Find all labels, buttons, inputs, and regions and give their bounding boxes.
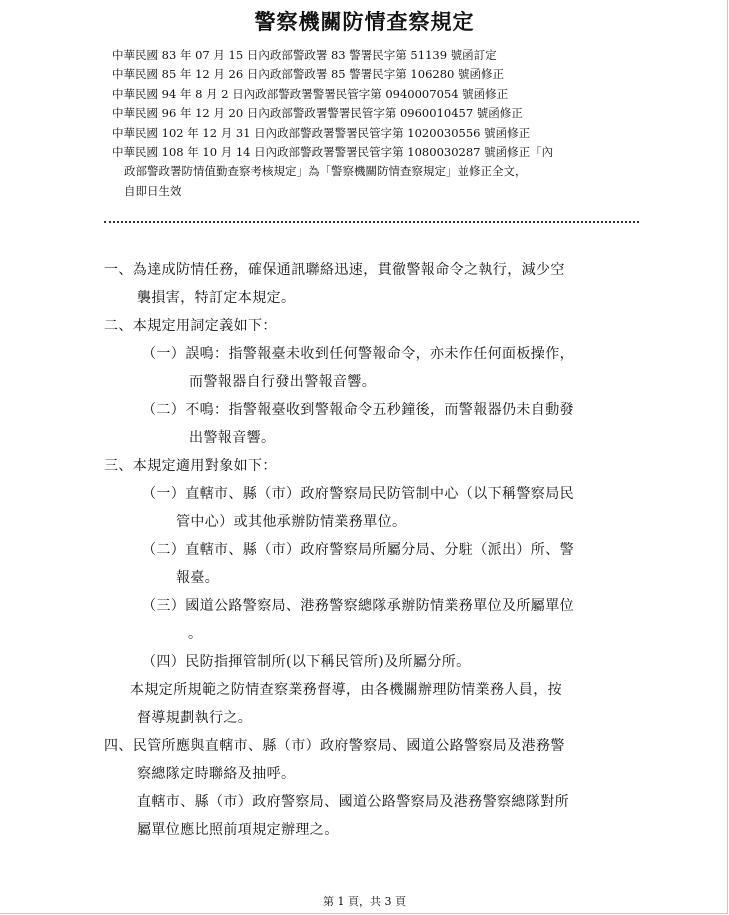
article-1-text: 一、為達成防情任務，確保通訊聯絡迅速，貫徹警報命令之執行，減少空 [104, 262, 565, 278]
article-4-text: 四、民管所應與直轄市、縣（市）政府警察局、國道公路警察局及港務警 [104, 738, 565, 754]
article-2-item-2: （二）不鳴：指警報臺收到警報命令五秒鐘後，而警報器仍未自動發 [142, 402, 574, 418]
history-line: 中華民國 83 年 07 月 15 日內政部警政署 83 警署民字第 51139 號函訂定 [112, 48, 497, 62]
history-continuation: 政部警政署防情值勤查察考核規定」為「警察機關防情查察規定」並修正全文， [124, 164, 527, 179]
article-3-item-2-cont: 報臺。 [176, 570, 220, 586]
history-continuation: 自即日生效 [124, 183, 182, 198]
article-3-item-4: （四）民防指揮管制所(以下稱民管所)及所屬分所。 [142, 654, 471, 670]
page-number: 第 1 頁，共 3 頁 [323, 895, 406, 908]
article-3-note-cont: 督導規劃執行之。 [137, 710, 253, 726]
dotted-divider [104, 221, 639, 223]
article-3-item-1: （一）直轄市、縣（市）政府警察局民防管制中心（以下稱警察局民 [142, 486, 574, 502]
history-line: 中華民國 96 年 12 月 20 日內政部警政署警署民管字第 0960010457 號函修正 [112, 106, 523, 121]
article-3-item-3-cont: 。 [188, 626, 203, 642]
history-line: 中華民國 108 年 10 月 14 日內政部警政署警署民管字第 1080030287 號函修正「內 [112, 145, 554, 160]
history-line: 中華民國 85 年 12 月 26 日內政部警政署 85 警署民字第 106280 號函修正 [112, 67, 504, 82]
article-3-item-3: （三）國道公路警察局、港務警察總隊承辦防情業務單位及所屬單位 [142, 598, 574, 614]
article-4-text-cont: 察總隊定時聯絡及抽呼。 [137, 766, 296, 782]
article-3-note: 本規定所規範之防情查察業務督導，由各機關辦理防情業務人員，按 [130, 682, 562, 698]
article-2-item-1: （一）誤鳴：指警報臺未收到任何警報命令，亦未作任何面板操作， [142, 346, 574, 362]
article-3-item-2: （二）直轄市、縣（市）政府警察局所屬分局、分駐（派出）所、警 [142, 542, 574, 558]
article-4-paragraph-2: 直轄市、縣（市）政府警察局、國道公路警察局及港務警察總隊對所 [137, 794, 569, 810]
article-3-heading: 三、本規定適用對象如下： [104, 458, 277, 474]
article-2-heading: 二、本規定用詞定義如下： [104, 318, 277, 334]
article-2-item-1-cont: 而警報器自行發出警報音響。 [189, 374, 377, 390]
article-3-item-1-cont: 管中心）或其他承辦防情業務單位。 [176, 514, 407, 530]
article-4-paragraph-2-cont: 屬單位應比照前項規定辦理之。 [137, 822, 339, 838]
document-title: 警察機關防情查察規定 [254, 9, 475, 34]
history-line: 中華民國 94 年 8 月 2 日內政部警政署警署民管字第 0940007054 號函修正 [112, 86, 509, 101]
article-2-item-2-cont: 出警報音響。 [189, 430, 276, 446]
history-line: 中華民國 102 年 12 月 31 日內政部警政署警署民管字第 1020030556 號函修正 [112, 125, 531, 140]
amendment-history [112, 46, 652, 201]
article-1-text-cont: 襲損害，特訂定本規定。 [137, 290, 296, 306]
